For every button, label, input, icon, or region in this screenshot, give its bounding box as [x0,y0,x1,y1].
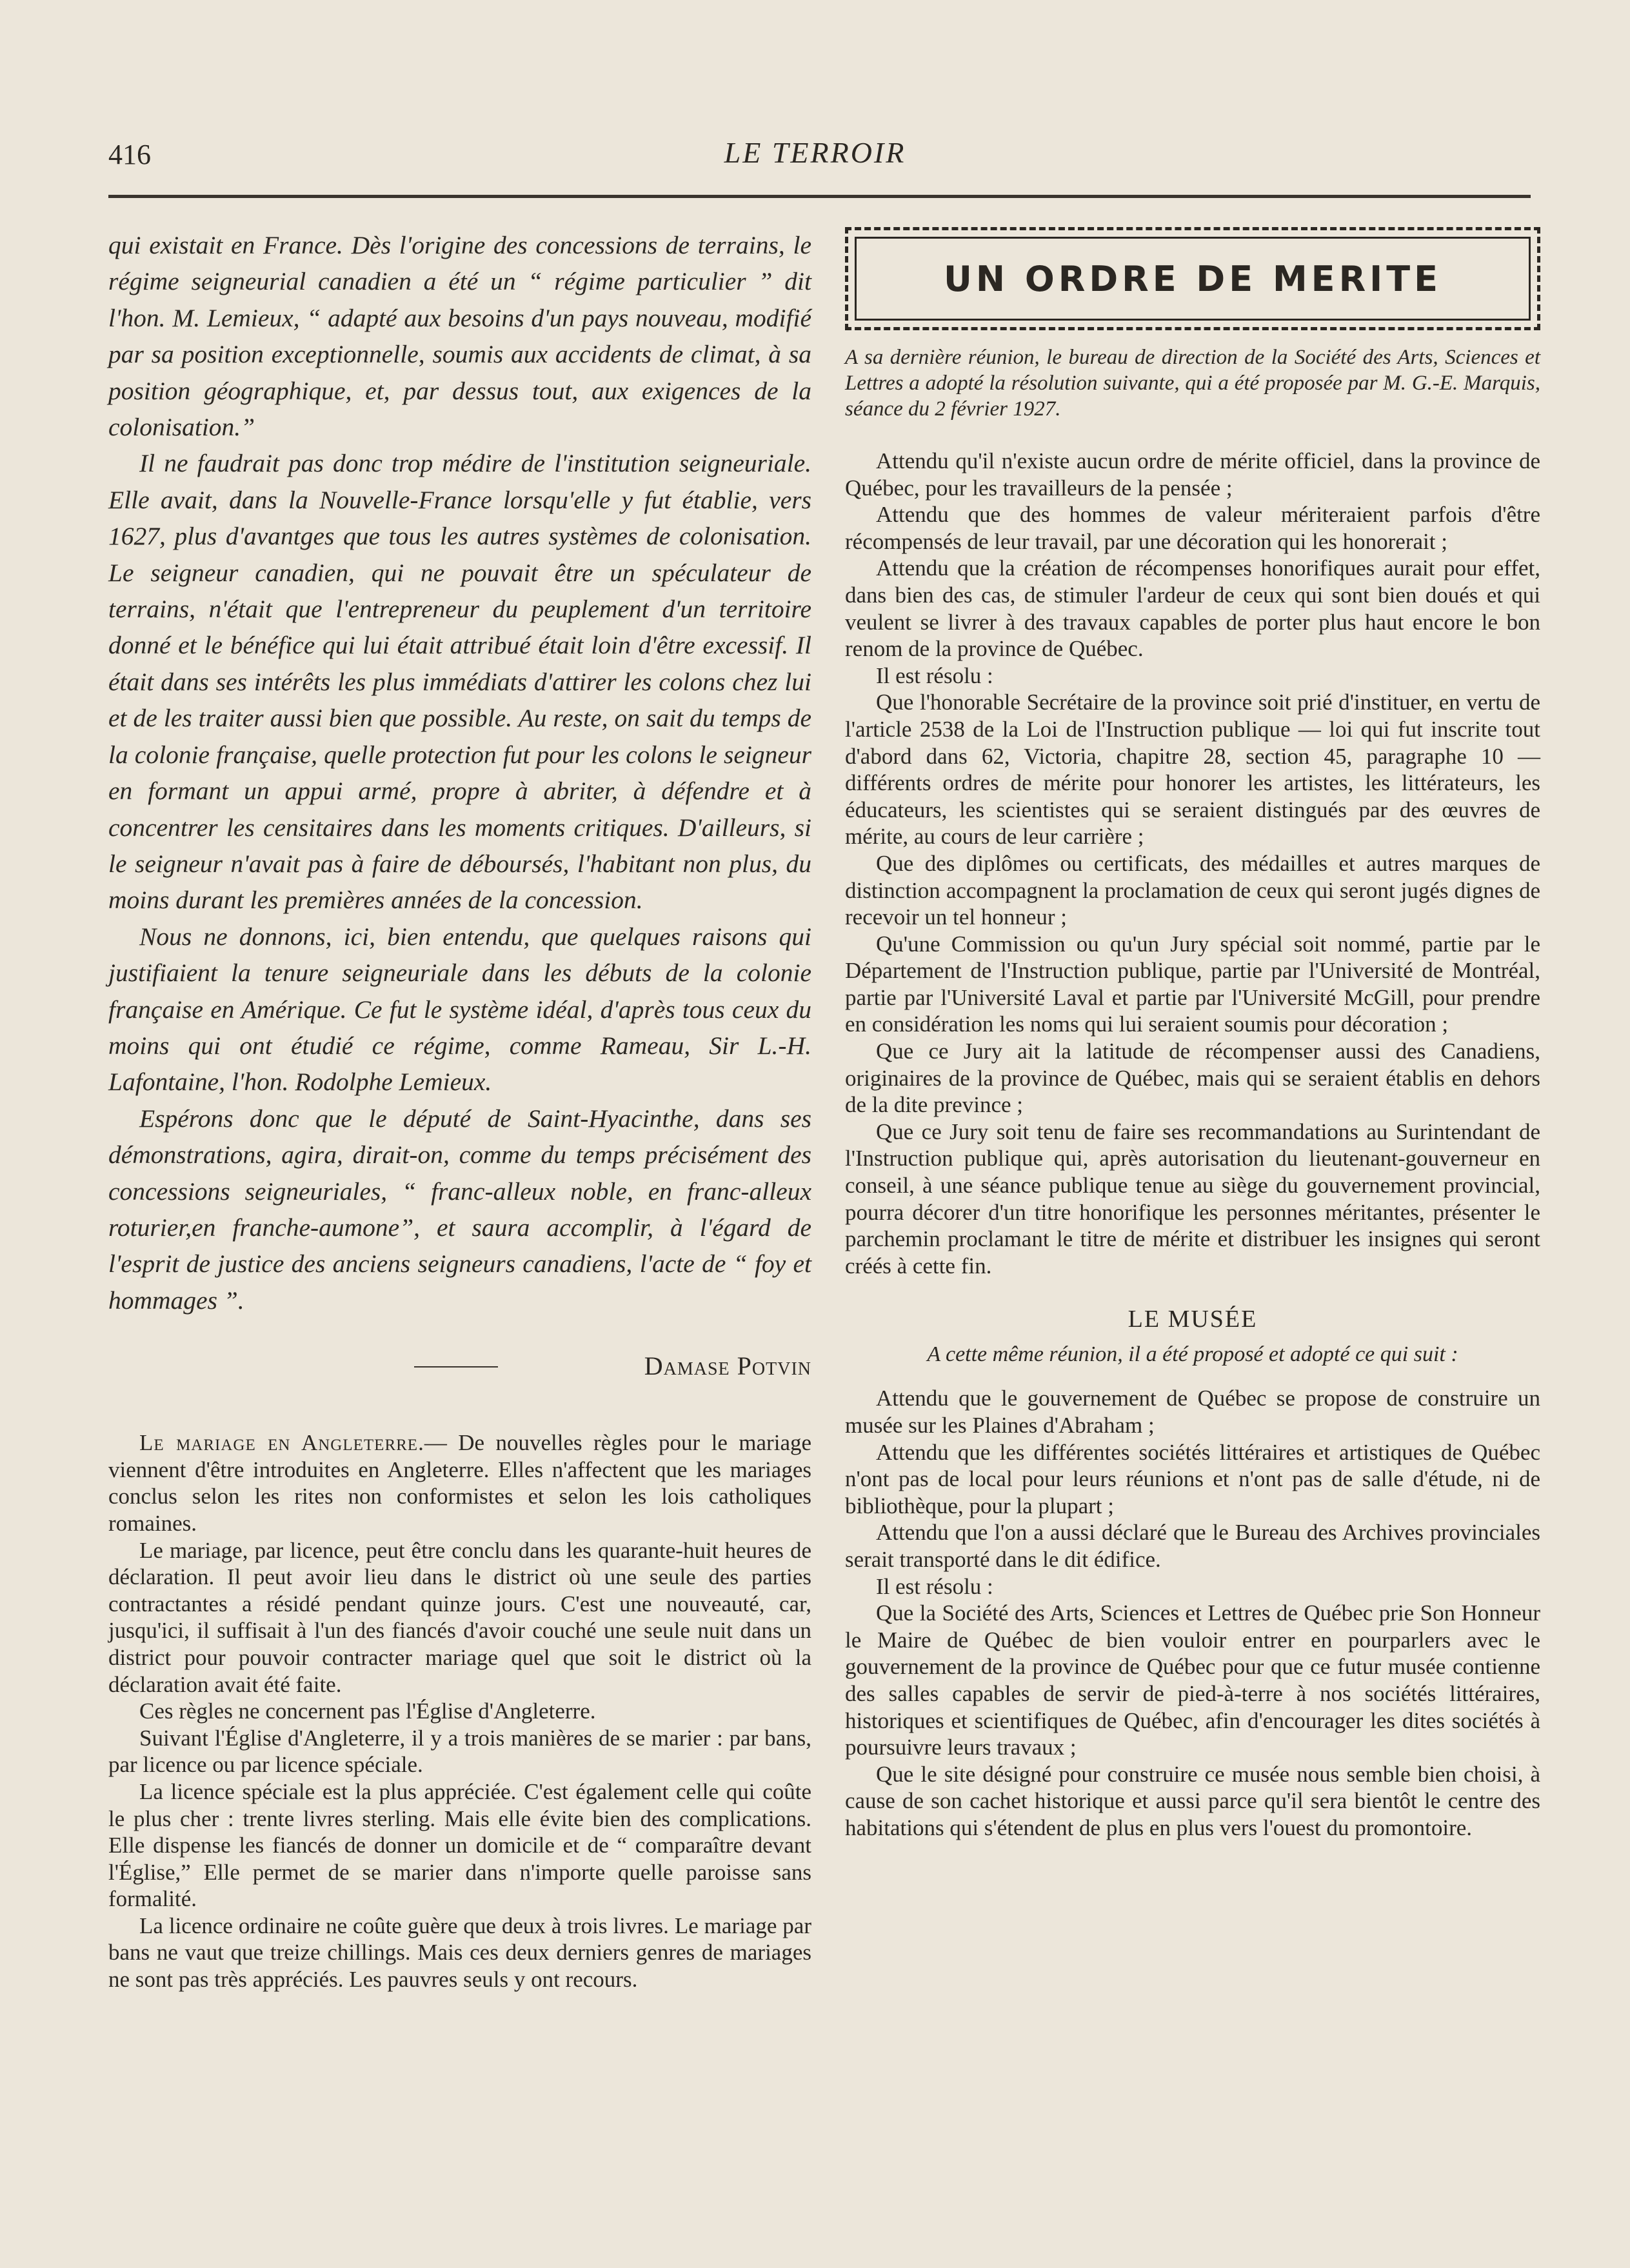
ordre-paragraph: Que des diplômes ou certificats, des médailles et autres marques de distinction accompagnent la proclamation de ceux qui seront jugés dignes de recevoir un tel honneur ; [845,850,1540,930]
musee-paragraph: Il est résolu : [876,1573,993,1599]
signature-dash [414,1366,498,1368]
title-frame-inner [855,237,1531,321]
ordre-paragraph: Attendu que la création de récompenses honorifiques aurait pour effet, dans bien des cas, de stimuler l'ardeur de ceux qui sont bien doués et qui veulent se livrer à des travaux capables de porter plus haut encore le bon renom de la province de Québec. [845,555,1540,662]
ordre-paragraph: Il est résolu : [876,662,993,688]
box-title: UN ORDRE DE MERITE [944,258,1442,299]
ordre-paragraph: Attendu que des hommes de valeur mériteraient parfois d'être récompensés de leur travail, par une décoration qui les honorerait ; [845,502,1540,554]
mariage-paragraph: Suivant l'Église d'Angleterre, il y a trois manières de se marier : par bans, par licence ou par licence spéciale. [108,1725,811,1778]
mariage-paragraph: Le mariage, par licence, peut être conclu dans les quarante-huit heures de déclaration. Il peut avoir lieu dans le district où une seule des parties contractantes a résidé pendant quinze jours. C'est une nouveauté, car, jusqu'ici, il suffisait à l'un des fiancés d'avoir couché une seule nuit dans un district pour pouvoir contracter mariage quel que soit le district où la déclaration avait été faite. [108,1537,811,1697]
musee-paragraph: Que le site désigné pour construire ce musée nous semble bien choisi, à cause de son cachet historique et aussi parce qu'il sera bientôt le centre des habitations qui s'étendent de plus en plus vers l'ouest du promontoire. [845,1761,1540,1840]
ordre-paragraph: Qu'une Commission ou qu'un Jury spécial soit nommé, partie par le Département de l'Instruction publique, partie par l'Université de Montréal, partie par l'Université Laval et partie par l'Université McGill, pour prendre en considération les noms qui lui seraient soumis pour décoration ; [845,931,1540,1037]
mariage-paragraph [108,1429,811,1537]
musee-paragraph: Que la Société des Arts, Sciences et Lettres de Québec prie Son Honneur le Maire de Québec de bien vouloir entrer en pourparlers avec le gouvernement de la province de Québec pour que ce futur musée contienne des salles capables de servir de pied-à-terre à nos sociétés littéraires, historiques et scientifiques de Québec, afin d'encourager les dites sociétés à poursuivre leurs travaux ; [845,1600,1540,1760]
article-paragraph: Espérons donc que le député de Saint-Hyacinthe, dans ses démonstrations, agira, dirait-on, comme du temps précisément des concessions seigneuriales, “ franc-alleux noble, en franc-alleux roturier,en franche-aumone”, et saura accomplir, à l'égard de l'esprit de justice des anciens seigneurs canadiens, l'acte de “ foy et hommages ”. [108,1104,811,1315]
title-frame [845,227,1540,330]
author-signature: Damase Potvin [644,1351,811,1381]
article-paragraph: qui existait en France. Dès l'origine des concessions de terrains, le régime seigneurial canadien a été un “ régime particulier ” dit l'hon. M. Lemieux, “ adapté aux besoins d'un pays nouveau, modifié par sa position exceptionnelle, soumis aux accidents de climat, à sa position géographique, et, par dessus tout, aux exigences de la colonisation.” [108,231,811,442]
running-title: LE TERROIR [724,136,906,169]
ordre-paragraph: Que ce Jury soit tenu de faire ses recommandations au Surintendant de l'Instruction publique qui, après autorisation du lieutenant-gouverneur en conseil, à une séance publique tenue au siège du gouvernement provincial, pourra décorer d'un titre honorifique les personnes méritantes, présenter le parchemin proclamant le titre de mérite et distribuer les insignes qui seront créés à cette fin. [845,1119,1540,1278]
page-number: 416 [108,139,151,170]
resolution-intro: A sa dernière réunion, le bureau de direction de la Société des Arts, Sciences et Lettres a adopté la résolution suivante, qui a été proposée par M. G.-E. Marquis, séance du 2 février 1927. [845,346,1540,421]
mariage-heading: Le mariage en Angleterre. [139,1430,424,1456]
header-rule [108,195,1531,198]
signature-line [108,1351,811,1384]
musee-heading: LE MUSÉE [1128,1306,1258,1333]
right-column [845,227,1540,1842]
mariage-paragraph: Ces règles ne concernent pas l'Église d'Angleterre. [139,1698,596,1724]
mariage-paragraph: La licence ordinaire ne coûte guère que deux à trois livres. Le mariage par bans ne vaut que treize chillings. Mais ces deux derniers genres de mariages ne sont pas très appréciés. Les pauvres seuls y ont recours. [108,1913,811,1993]
left-column [108,227,811,1993]
musee-paragraph: Attendu que les différentes sociétés littéraires et artistiques de Québec n'ont pas de local pour leurs réunions et n'ont pas de salle d'étude, ni de bibliothèque, pour la plupart ; [845,1439,1540,1518]
article-paragraph: Nous ne donnons, ici, bien entendu, que quelques raisons qui justifiaient la tenure seigneuriale dans les débuts de la colonie française en Amérique. Ce fut le système idéal, d'après tous ceux du moins qui ont étudié ce régime, comme Rameau, Sir L.-H. Lafontaine, l'hon. Rodolphe Lemieux. [108,922,811,1097]
mariage-paragraph: La licence spéciale est la plus appréciée. C'est également celle qui coûte le plus cher : trente livres sterling. Mais elle évite bien des complications. Elle dispense les fiancés de donner un domicile et de “ comparaître devant l'Église,” Elle permet de se marier dans n'importe quelle paroisse sans formalité. [108,1778,811,1912]
ordre-paragraph: Attendu qu'il n'existe aucun ordre de mérite officiel, dans la province de Québec, pour les travailleurs de la pensée ; [845,448,1540,501]
mariage-first-text: — De nouvelles règles pour le mariage viennent d'être introduites en Angleterre. Elles n'affectent que les mariages conclus selon les rites non conformistes et selon les lois catholiques romaines. [108,1430,812,1536]
musee-paragraph: Attendu que l'on a aussi déclaré que le Bureau des Archives provinciales serait transporté dans le dit édifice. [845,1520,1540,1572]
article-paragraph: Il ne faudrait pas donc trop médire de l'institution seigneuriale. Elle avait, dans la Nouvelle-France lorsqu'elle y fut établie, vers 1627, plus d'avantges que tous les autres systèmes de colonisation. Le seigneur canadien, qui ne pouvait être un spéculateur de terrains, n'était que l'entrepreneur du peuplement d'un territoire donné et le bénéfice qui lui était attribué était loin d'être excessif. Il était dans ses intérêts les plus immédiats d'attirer les colons chez lui et de les traiter aussi bien que possible. Au reste, on sait du temps de la colonie française, quelle protection fut pour les colons le seigneur en formant un appui armé, propre à abriter, à défendre et à concentrer les censitaires dans les moments critiques. D'ailleurs, si le seigneur n'avait pas à faire de déboursés, l'habitant non plus, du moins durant les premières années de la concession. [108,449,811,915]
musee-intro: A cette même réunion, il a été proposé et adopté ce qui suit : [927,1342,1458,1367]
ordre-paragraph: Que l'honorable Secrétaire de la province soit prié d'instituer, en vertu de l'article 2538 de la Loi de l'Instruction publique — loi qui fut inscrite tout d'abord dans 62, Victoria, chapitre 28, section 45, paragraphe 10 — différents ordres de mérite pour honorer les artistes, les littérateurs, les éducateurs, les scientistes qui se seraient distingués par des œuvres de mérite, au cours de leur carrière ; [845,690,1540,850]
musee-paragraph: Attendu que le gouvernement de Québec se propose de construire un musée sur les Plaines d'Abraham ; [845,1386,1540,1438]
ordre-paragraph: Que ce Jury ait la latitude de récompenser aussi des Canadiens, originaires de la province de Québec, mais qui se seraient établis en dehors de la dite prevince ; [845,1039,1540,1118]
